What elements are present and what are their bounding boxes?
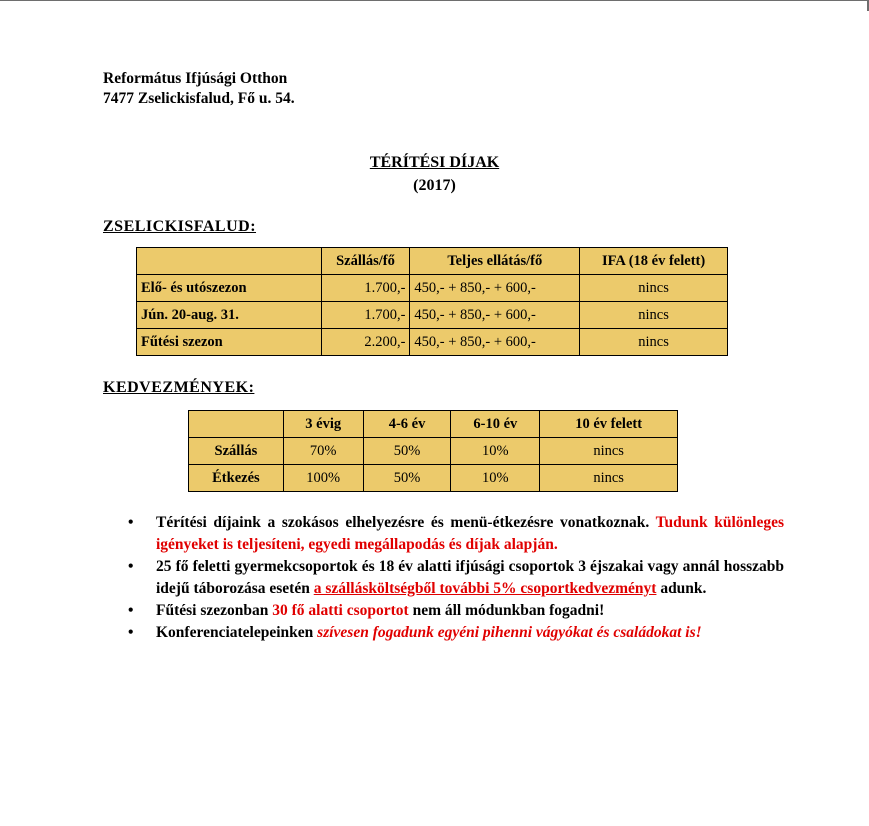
table-cell: 2.200,- (321, 329, 410, 356)
bullet-icon: • (128, 514, 134, 531)
note-text: nem áll módunkban fogadni! (408, 602, 605, 619)
table-row (137, 275, 728, 302)
list-item (128, 600, 784, 622)
bullet-icon: • (128, 624, 134, 641)
prices-header-cell (137, 248, 322, 275)
table-cell: 450,- + 850,- + 600,- (410, 302, 580, 329)
discounts-header-cell (189, 411, 284, 438)
row-label: Étkezés (189, 465, 284, 492)
prices-header-cell: Szállás/fő (321, 248, 410, 275)
table-cell: 70% (283, 438, 363, 465)
address-street: 7477 Zselickisfalud, Fő u. 54. (103, 90, 295, 107)
notes-list (128, 512, 784, 644)
top-border-line (0, 0, 869, 1)
table-row (137, 302, 728, 329)
table-cell: 450,- + 850,- + 600,- (410, 275, 580, 302)
note-text: adunk. (656, 580, 707, 597)
table-cell: 450,- + 850,- + 600,- (410, 329, 580, 356)
table-cell: 10% (451, 438, 540, 465)
discounts-header-cell: 3 évig (283, 411, 363, 438)
row-label: Szállás (189, 438, 284, 465)
discounts-header-cell: 4-6 év (363, 411, 451, 438)
table-cell: 50% (363, 465, 451, 492)
table-cell: nincs (580, 302, 728, 329)
note-text: Konferenciatelepeinken (156, 624, 318, 641)
address-block (103, 69, 295, 109)
table-cell: 10% (451, 465, 540, 492)
address-org-name: Református Ifjúsági Otthon (103, 70, 288, 87)
row-label: Elő- és utószezon (137, 275, 322, 302)
page-title (0, 154, 869, 172)
discounts-header-row (189, 411, 678, 438)
discounts-header-cell: 6-10 év (451, 411, 540, 438)
note-text: 25 fő feletti gyermekcsoportok és 18 év alatti ifjúsági csoportok 3 éjszakai vagy annál hosszabb idejű táborozása esetén (156, 558, 784, 597)
bullet-icon: • (128, 602, 134, 619)
prices-header-row (137, 248, 728, 275)
row-label: Fűtési szezon (137, 329, 322, 356)
discounts-table (188, 410, 678, 492)
prices-table (136, 247, 728, 356)
note-text: Térítési díjaink a szokásos elhelyezésre és menü-étkezésre vonatkoznak. (156, 514, 656, 531)
table-cell: nincs (540, 465, 678, 492)
note-highlight: 30 fő alatti csoportot (272, 602, 409, 619)
table-cell: nincs (580, 329, 728, 356)
list-item (128, 556, 784, 600)
table-cell: 100% (283, 465, 363, 492)
table-cell: 50% (363, 438, 451, 465)
prices-header-cell: Teljes ellátás/fő (410, 248, 580, 275)
note-highlight: Tudunk különleges igényeket is teljesíteni, egyedi megállapodás és díjak alapján. (156, 514, 784, 553)
page-title-text: TÉRÍTÉSI DÍJAK (369, 154, 500, 171)
table-row (189, 438, 678, 465)
row-label: Jún. 20-aug. 31. (137, 302, 322, 329)
page-year: (2017) (413, 177, 456, 194)
bullet-icon: • (128, 558, 134, 575)
list-item (128, 622, 784, 644)
table-cell: 1.700,- (321, 275, 410, 302)
note-highlight: a szállásköltségből további 5% csoportkedvezményt (313, 580, 657, 597)
list-item (128, 512, 784, 556)
note-highlight: szívesen fogadunk egyéni pihenni vágyókat és családokat is! (317, 624, 702, 641)
discounts-header-cell: 10 év felett (540, 411, 678, 438)
table-row (189, 465, 678, 492)
note-text: Fűtési szezonban (156, 602, 273, 619)
section-heading-prices: ZSELICKISFALUD: (103, 218, 257, 235)
section-heading-discounts: KEDVEZMÉNYEK: (103, 379, 255, 396)
table-cell: 1.700,- (321, 302, 410, 329)
table-cell: nincs (540, 438, 678, 465)
table-cell: nincs (580, 275, 728, 302)
prices-header-cell: IFA (18 év felett) (580, 248, 728, 275)
table-row (137, 329, 728, 356)
